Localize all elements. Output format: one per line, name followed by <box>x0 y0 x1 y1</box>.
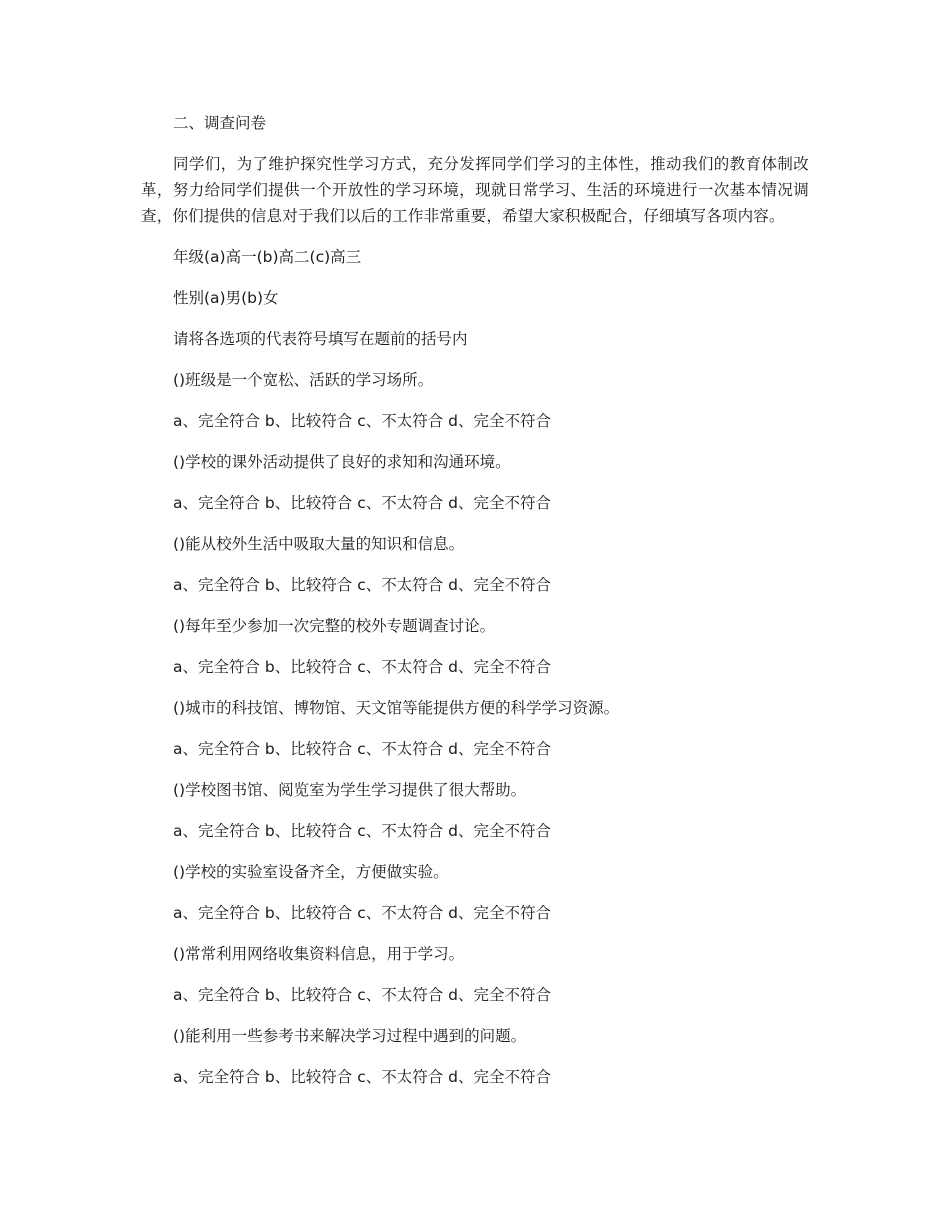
question-1-options: a、完全符合 b、比较符合 c、不太符合 d、完全不符合 <box>173 412 551 430</box>
question-8-options: a、完全符合 b、比较符合 c、不太符合 d、完全不符合 <box>173 986 551 1004</box>
question-3-options: a、完全符合 b、比较符合 c、不太符合 d、完全不符合 <box>173 576 551 594</box>
question-9-options: a、完全符合 b、比较符合 c、不太符合 d、完全不符合 <box>173 1068 551 1086</box>
gender-line: 性别(a)男(b)女 <box>173 289 279 307</box>
question-8: ()常常利用网络收集资料信息，用于学习。 <box>173 945 465 963</box>
grade-line: 年级(a)高一(b)高二(c)高三 <box>173 248 362 266</box>
question-7-options: a、完全符合 b、比较符合 c、不太符合 d、完全不符合 <box>173 904 551 922</box>
question-4-options: a、完全符合 b、比较符合 c、不太符合 d、完全不符合 <box>173 658 551 676</box>
document-content <box>141 110 809 1105</box>
question-7: ()学校的实验室设备齐全，方便做实验。 <box>173 863 449 881</box>
intro-paragraph: 同学们，为了维护探究性学习方式，充分发挥同学们学习的主体性，推动我们的教育体制改革，努力给同学们提供一个开放性的学习环境，现就日常学习、生活的环境进行一次基本情况调查，你们提供的信息对于我们以后的工作非常重要，希望大家积极配合，仔细填写各项内容。 <box>141 155 809 225</box>
question-2: ()学校的课外活动提供了良好的求知和沟通环境。 <box>173 453 511 471</box>
question-5: ()城市的科技馆、博物馆、天文馆等能提供方便的科学学习资源。 <box>173 699 620 717</box>
question-5-options: a、完全符合 b、比较符合 c、不太符合 d、完全不符合 <box>173 740 551 758</box>
question-1: ()班级是一个宽松、活跃的学习场所。 <box>173 371 434 389</box>
question-2-options: a、完全符合 b、比较符合 c、不太符合 d、完全不符合 <box>173 494 551 512</box>
question-6-options: a、完全符合 b、比较符合 c、不太符合 d、完全不符合 <box>173 822 551 840</box>
question-3: ()能从校外生活中吸取大量的知识和信息。 <box>173 535 465 553</box>
instruction-line: 请将各选项的代表符号填写在题前的括号内 <box>173 330 468 348</box>
question-9: ()能利用一些参考书来解决学习过程中遇到的问题。 <box>173 1027 527 1045</box>
question-4: ()每年至少参加一次完整的校外专题调查讨论。 <box>173 617 496 635</box>
question-6: ()学校图书馆、阅览室为学生学习提供了很大帮助。 <box>173 781 527 799</box>
section-heading: 二、调查问卷 <box>173 114 267 132</box>
